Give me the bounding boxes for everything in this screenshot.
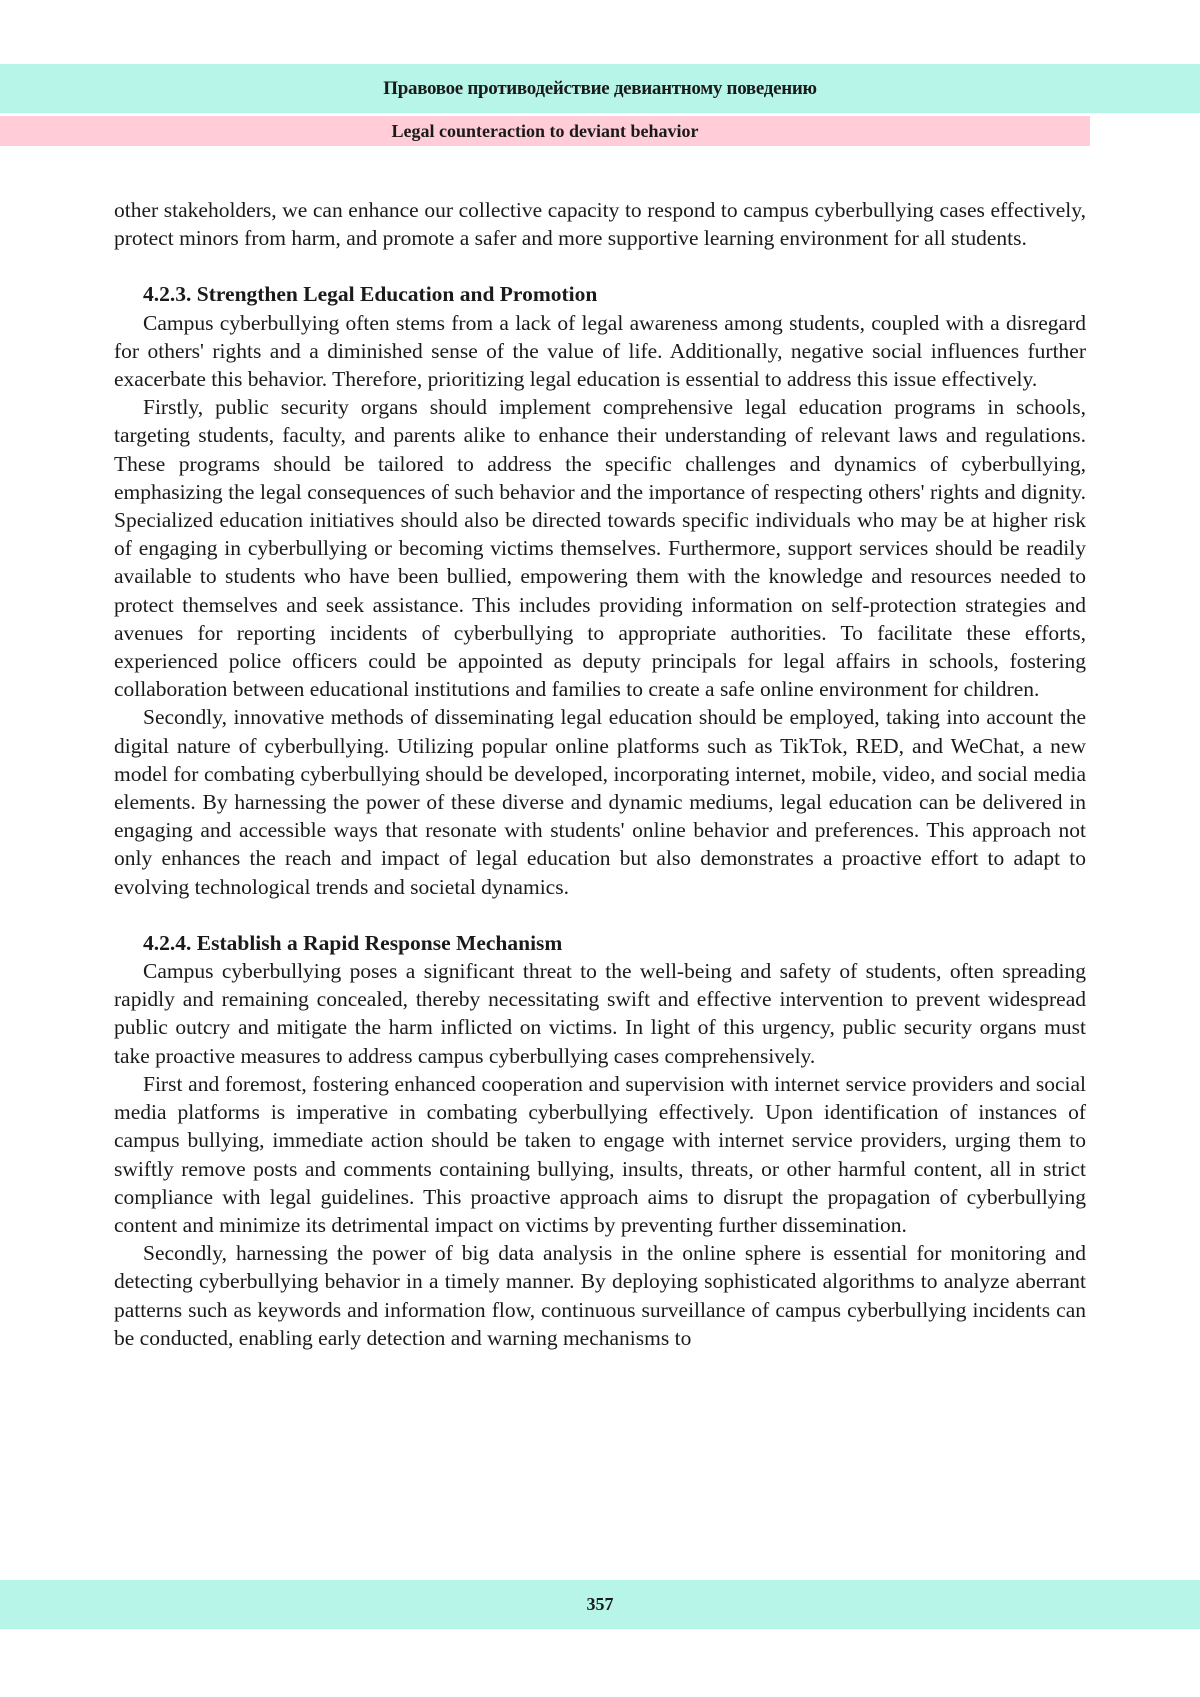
section-heading-4-2-4: 4.2.4. Establish a Rapid Response Mechanism (143, 930, 563, 955)
paragraph: Campus cyberbullying poses a significant threat to the well-being and safety of students, often spreading rapidly and remaining concealed, thereby necessitating swift and effective intervention to prevent widespread public outcry and mitigate the harm inflicted on victims. In light of this urgency, public security organs must take proactive measures to address campus cyberbullying cases comprehensively. (114, 959, 1086, 1068)
journal-title-ru: Правовое противодействие девиантному поведению (383, 77, 817, 99)
paragraph: Secondly, innovative methods of disseminating legal education should be employed, taking into account the digital nature of cyberbullying. Utilizing popular online platforms such as TikTok, RED, and WeChat, a new model for combating cyberbullying should be developed, incorporating internet, mobile, video, and social media elements. By harnessing the power of these diverse and dynamic mediums, legal education can be delivered in engaging and accessible ways that resonate with students' online behavior and preferences. This approach not only enhances the reach and impact of legal education but also demonstrates a proactive effort to adapt to evolving technological trends and societal dynamics. (114, 705, 1086, 899)
page-footer-band (0, 1580, 1200, 1629)
journal-title-band-ru (0, 64, 1200, 113)
paragraph: Campus cyberbullying often stems from a lack of legal awareness among students, coupled with a disregard for others' rights and a diminished sense of the value of life. Additionally, negative social influences further exacerbate this behavior. Therefore, prioritizing legal education is essential to address this issue effectively. (114, 310, 1086, 392)
paragraph: Firstly, public security organs should implement comprehensive legal education programs in schools, targeting students, faculty, and parents alike to enhance their understanding of relevant laws and regulations. These programs should be tailored to address the specific challenges and dynamics of cyberbullying, emphasizing the legal consequences of such behavior and the importance of respecting others' rights and dignity. Specialized education initiatives should also be directed towards specific individuals who may be at higher risk of engaging in cyberbullying or becoming victims themselves. Furthermore, support services should be readily available to students who have been bullied, empowering them with the knowledge and resources needed to protect themselves and seek assistance. This includes providing information on self-protection strategies and avenues for reporting incidents of cyberbullying to appropriate authorities. To facilitate these efforts, experienced police officers could be appointed as deputy principals for legal affairs in schools, fostering collaboration between educational institutions and families to create a safe online environment for children. (114, 395, 1086, 702)
section-heading-4-2-3: 4.2.3. Strengthen Legal Education and Promotion (143, 282, 598, 307)
paragraph: First and foremost, fostering enhanced cooperation and supervision with internet service providers and social media platforms is imperative in combating cyberbullying effectively. Upon identification of instances of campus bullying, immediate action should be taken to engage with internet service providers, urging them to swiftly remove posts and comments containing bullying, insults, threats, or other harmful content, all in strict compliance with legal guidelines. This proactive approach aims to disrupt the propagation of cyberbullying content and minimize its detrimental impact on victims by preventing further dissemination. (114, 1071, 1086, 1237)
intro-paragraph: other stakeholders, we can enhance our collective capacity to respond to campus cyberbullying cases effectively, protect minors from harm, and promote a safer and more supportive learning environment for all students. (114, 198, 1086, 251)
journal-title-en: Legal counteraction to deviant behavior (391, 120, 699, 141)
paragraph: Secondly, harnessing the power of big data analysis in the online sphere is essential for monitoring and detecting cyberbullying behavior in a timely manner. By deploying sophisticated algorithms to analyze aberrant patterns such as keywords and information flow, continuous surveillance of campus cyberbullying incidents can be conducted, enabling early detection and warning mechanisms to (114, 1241, 1086, 1350)
page-number: 357 (586, 1594, 614, 1614)
journal-title-band-en (0, 116, 1090, 146)
page-body (114, 196, 1086, 1352)
